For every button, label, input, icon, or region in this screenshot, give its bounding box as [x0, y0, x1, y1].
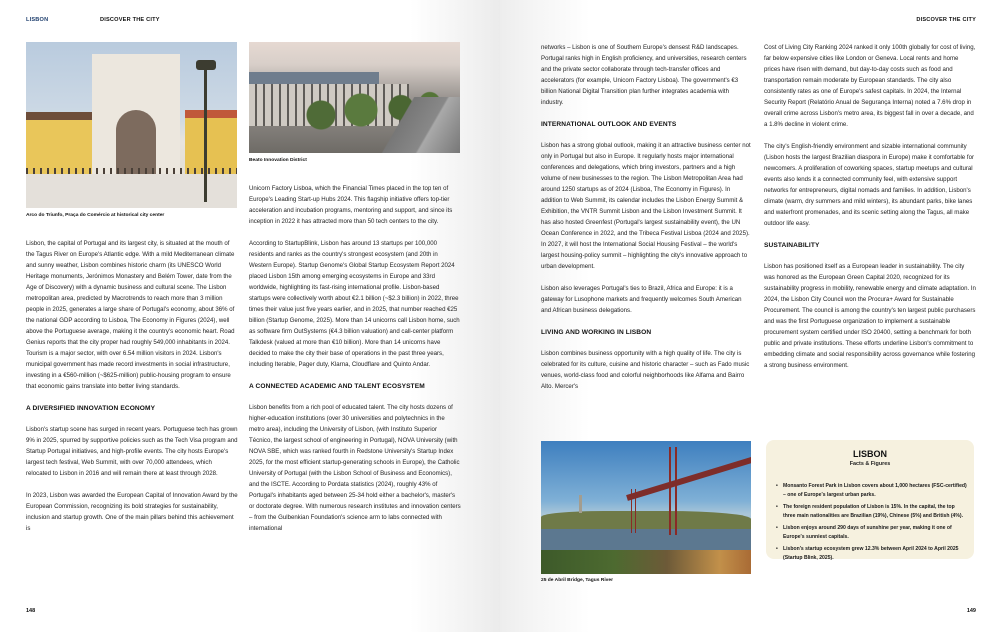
body-paragraph: Lisbon has a strong global outlook, making it an attractive business center not only in Portugal but also in Europe. It regularly hosts major international conferences and delegations, which bring investors, partners and a high volume of new businesses to the region. The Lisbon Metropolitan Area had around 1250 startups as of 2024 (Lisboa, The Economy in Figures). In addition to Web Summit, its calendar includes the Lisbon Energy Summit & Exhibition, the VNTR Summit Lisbon and the Lisbon Investment Summit. It has also hosted Greenfest (Portugal's largest sustainability event), the UN Ocean Conference in 2022, and the Tribeca Festival Lisboa (2024 and 2025). In 2027, it will host the International Social Housing Festival – the world's largest housing-policy summit – highlighting the city's innovative approach to urban development.	[541, 142, 751, 270]
body-paragraph: networks – Lisbon is one of Southern Europe's densest R&D landscapes. Portugal ranks high in English proficiency, and universities, research centers and the private sector collaborate through tech-transfer offices and accelerators (for example, Unicorn Factory Lisboa). The government's €3 billion National Digital Transition plan further integrates academia with industry.	[541, 44, 747, 106]
body-paragraph: In 2023, Lisbon was awarded the European Capital of Innovation Award by the European Commission, recognizing its bold strategies for sustainability, inclusion and startup growth. One of the main pillars behind this achievement is	[26, 492, 238, 532]
body-paragraph: Lisbon's startup scene has surged in recent years. Portuguese tech has grown 9% in 2025, spurred by supportive policies such as the Tech Visa program and Startup Portugal initiatives, and high-profile events. The city hosts Europe's largest tech festival, Web Summit, with over 70,000 attendees, which relocated to Lisbon in 2016 and will remain there at least through 2028.	[26, 426, 238, 477]
fact-item: • Monsanto Forest Park in Lisbon covers about 1,000 hectares (FSC-certified) – one of Europe's largest urban parks.	[776, 482, 968, 500]
factbox-title: LISBON	[852, 449, 887, 459]
body-paragraph: Cost of Living City Ranking 2024 ranked it only 100th globally for cost of living, far below expensive cities like London or Geneva. Local rents and home prices have risen with demand, but day-to-day costs such as food and transportation remain moderate by European standards. The city also consistently rates as one of Europe's safest capitals. In 2024, the Internal Security Report (Relatório Anual de Segurança Interna) noted a 7.6% drop in overall crime across Lisbon's metro area, its biggest fall in over a decade, and a 1.8% decline in violent crime.	[764, 44, 976, 128]
left-column-1	[26, 238, 238, 545]
photo-caption-bridge: 25 de Abril Bridge, Tagus River	[541, 578, 614, 583]
facts-list	[776, 482, 968, 566]
factbox-subtitle: Facts & Figures	[849, 461, 891, 467]
bridge-photo	[541, 441, 751, 574]
running-head-section: DISCOVER THE CITY	[100, 17, 160, 23]
body-paragraph: According to StartupBlink, Lisbon has around 13 startups per 100,000 residents and ranks as the country's strongest ecosystem (and 20th in Western Europe). Startup Genome's Global Startup Ecosystem Report 2024 placed Lisbon 15th among emerging ecosystems in Europe and 33rd worldwide, highlighting its fast-rising international profile. Lisbon-based startups were collectively worth about €2.1 billion (~$2.3 billion) in 2022, three times their value just five years earlier, and in 2025, that number reached €25 billion (Startup Genome, 2025). More than 14 unicorns call Lisbon home, such as software firm OutSystems (€4.3 billion valuation) and call-center platform Talkdesk (valued at more than €10 billion). More than 14 unicorns have decided to make the city their base of operations in the past three years, including Iterable, Pager duty, Klarna, Cloudflare and Quinto Andar.	[249, 240, 460, 368]
section-heading-innovation: A DIVERSIFIED INNOVATION ECONOMY	[26, 405, 156, 412]
body-paragraph: Lisbon also leverages Portugal's ties to Brazil, Africa and Europe: it is a gateway for Lusophone markets and frequently welcomes South American and African business delegations.	[541, 285, 742, 314]
fact-item: • Lisbon enjoys around 290 days of sunshine per year, making it one of Europe's sunniest capitals.	[776, 524, 968, 542]
arco-do-triunfo-photo	[26, 42, 237, 208]
body-paragraph: The city's English-friendly environment and sizable international community (Lisbon hosts the largest Brazilian diaspora in Europe) make it comfortable for newcomers. A proliferation of coworking spaces, startup meetups and cultural events also lends it a connected community feel, with extensive support networks for entrepreneurs, digital nomads and families. In addition, Lisbon's climate (warm, dry summers and mild winters), its abundant parks, bike lanes and waterfront promenades, and its scenic setting along the Tagus, all make outdoor life easy.	[764, 143, 974, 227]
running-head-brand: LISBON	[26, 17, 49, 23]
body-paragraph: Lisbon benefits from a rich pool of educated talent. The city hosts dozens of higher-education institutions (over 30 universities and polytechnics in the metro area), including the University of Lisbon, (with Instituto Superior Técnico, the largest school of engineering in Portugal), NOVA University (with NOVA SBE, which was ranked fourth in Redstone University's Startup Index 2025, for the most efficient startup-generating schools in Europe), the Catholic University of Portugal (with the Lisbon School of Business and Economics), and the ISCTE. According to Pordata statistics (2024), roughly 43% of Portugal's inhabitants aged between 25-34 hold either a bachelor's, master's or doctorate degree. With numerous research institutes and innovation centers – from the Gulbenkian Foundation's science arm to labs connected with international	[249, 404, 461, 532]
page-number-right: 149	[966, 608, 976, 614]
photo-caption-arco: Arco do Triunfo, Praça do Comércio at historical city center	[26, 213, 165, 218]
fact-item: • Lisbon's startup ecosystem grew 12.3% between April 2024 to April 2025 (Startup Blink, 2025).	[776, 545, 968, 563]
facts-and-figures-box	[766, 440, 974, 559]
section-heading-living: LIVING AND WORKING IN LISBON	[541, 329, 652, 336]
right-column-2	[764, 42, 976, 382]
section-heading-sustainability: SUSTAINABILITY	[764, 242, 820, 249]
fact-item: • The foreign resident population of Lisbon is 15%. In the capital, the top three main nationalities are Brazilian (19%), Chinese (5%) and British (4%).	[776, 503, 968, 521]
left-column-2	[249, 183, 461, 545]
photo-caption-beato: Beato Innovation District	[249, 158, 307, 163]
right-column-1	[541, 42, 753, 403]
right-page	[500, 0, 1000, 632]
page-number-left: 148	[26, 608, 36, 614]
section-heading-international: INTERNATIONAL OUTLOOK AND EVENTS	[541, 121, 677, 128]
body-paragraph: Lisbon has positioned itself as a European leader in sustainability. The city was honored as the European Green Capital 2020, recognized for its sustainability progress in mobility, renewable energy and climate adaptation. In 2024, the Lisbon City Council won the Procura+ Award for Sustainable Procurement. The council is among the country's ten largest public purchasers and was the first Portuguese organization to implement a sustainable procurement system certified under ISO 20400, setting a benchmark for both public and private institutions. These efforts underline Lisbon's commitment to embedding climate and social responsibility across governance while fostering a strong business environment.	[764, 263, 976, 369]
body-paragraph: Lisbon, the capital of Portugal and its largest city, is situated at the mouth of the Tagus River on Europe's Atlantic edge. With a mild Mediterranean climate and sunny weather, Lisbon combines historic charm (its UNESCO World Heritage monuments, Jerónimos Monastery and Belém Tower, date from the Age of Discovery) with a dynamic business and cultural scene. The Lisbon metropolitan area, predicted by Macrotrends to reach more than 3 million people in 2025, generates a large share of Portugal's economy, about 36% of the national GDP according to Lisboa, The Economy in Figures (2024), well above the Portuguese average, making it the country's economic heart. Road Genius reports that the city proper had roughly 549,000 inhabitants in 2024. Tourism is a major sector, with over 6.54 million visitors in 2024. Lisbon's municipal government has made record investments in social infrastructure, investing in a €560-million (~$625-million) public-housing program to ensure that economic gains translate into better living standards.	[26, 240, 235, 390]
beato-district-photo	[249, 42, 460, 153]
running-head-section: DISCOVER THE CITY	[916, 17, 976, 23]
section-heading-academic: A CONNECTED ACADEMIC AND TALENT ECOSYSTEM	[249, 383, 425, 390]
body-paragraph: Lisbon combines business opportunity with a high quality of life. The city is celebrated for its culture, cuisine and historic character – such as Fado music venues, world-class food and colorful neighborhoods like Alfama and Bairro Alto. Mercer's	[541, 350, 750, 390]
body-paragraph: Unicorn Factory Lisboa, which the Financial Times placed in the top ten of Europe's Leading Start-up Hubs 2024. This flagship initiative offers top-tier acceleration and incubation programs, mentoring and support, and since its inception in 2022 it has attracted more than 50 tech centers to the city.	[249, 185, 453, 225]
